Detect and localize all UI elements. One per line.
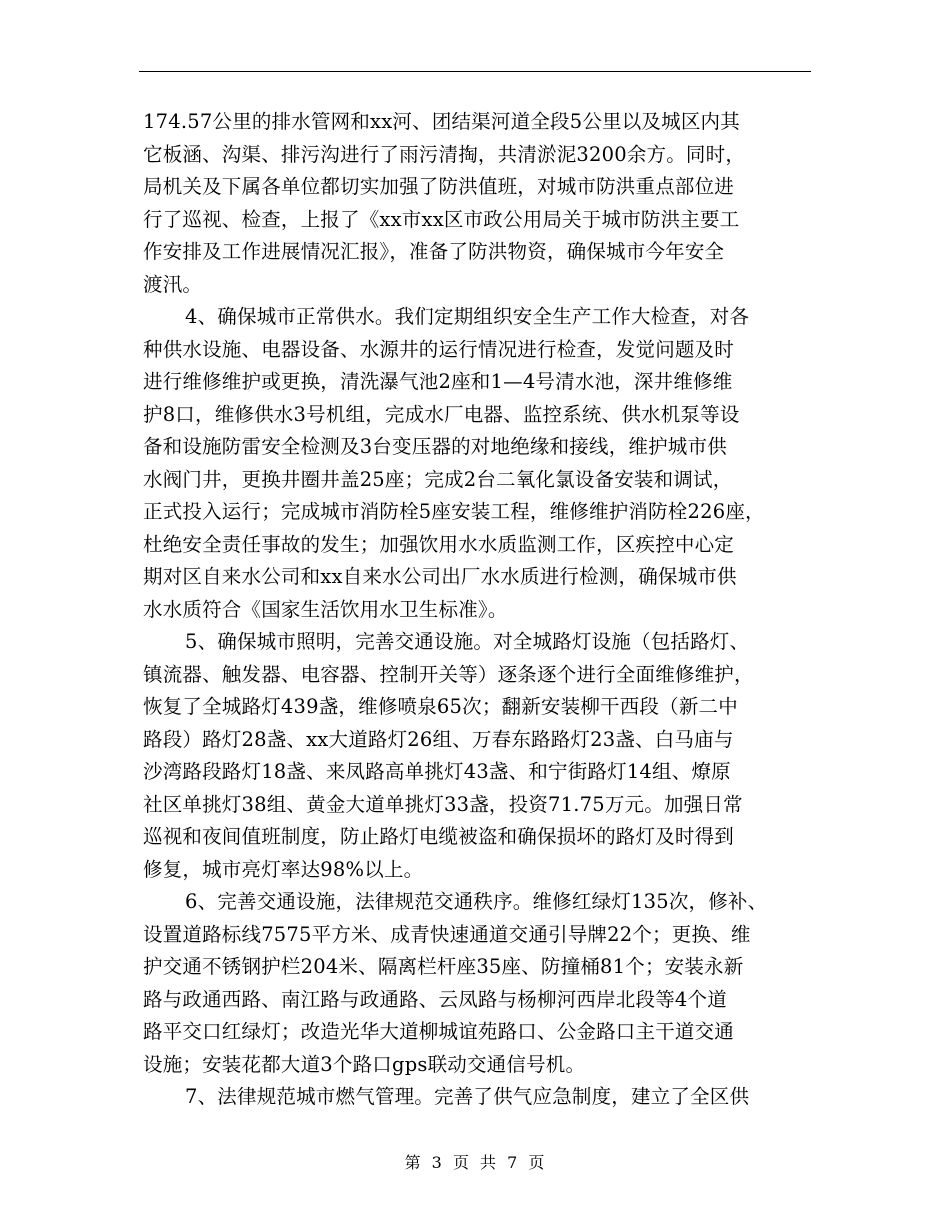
page-number-footer: 第 3 页 共 7 页 <box>404 1153 546 1172</box>
text-line: 备和设施防雷安全检测及3台变压器的对地绝缘和接线，维护城市供 <box>143 435 727 458</box>
text-line: 种供水设施、电器设备、水源井的运行情况进行检查，发觉问题及时 <box>143 337 735 361</box>
header-rule <box>139 71 811 72</box>
text-line: 巡视和夜间值班制度，防止路灯电缆被盗和确保损坏的路灯及时得到 <box>143 825 735 848</box>
text-line: 杜绝安全责任事故的发生；加强饮用水水质监测工作，区疾控中心定 <box>143 532 735 556</box>
text-line: 镇流器、触发器、电容器、控制开关等）逐条逐个进行全面维修维护， <box>143 662 754 686</box>
text-line: 期对区自来水公司和xx自来水公司出厂水水质进行检测，确保城市供 <box>143 565 737 588</box>
text-line: 路段）路灯28盏、xx大道路灯26组、万春东路路灯23盏、白马庙与 <box>143 727 734 751</box>
text-line: 护交通不锈钢护栏204米、隔离栏杆座35座、防撞桶81个；安装永新 <box>143 955 744 978</box>
paragraph-start-line: 4、确保城市正常供水。我们定期组织安全生产工作大检查，对各 <box>185 305 750 328</box>
text-line: 正式投入运行；完成城市消防栓5座安装工程，维修维护消防栓226座， <box>143 500 765 523</box>
text-line: 行了巡视、检查，上报了《xx市xx区市政公用局关于城市防洪主要工 <box>143 207 740 231</box>
paragraph-start-line: 5、确保城市照明，完善交通设施。对全城路灯设施（包括路灯、 <box>185 630 750 653</box>
text-line: 水阀门井，更换井圈井盖25座；完成2台二氧化氯设备安装和调试， <box>143 467 733 491</box>
text-line: 设置道路标线7575平方米、成青快速通道交通引导牌22个；更换、维 <box>143 922 751 946</box>
text-line: 水水质符合《国家生活饮用水卫生标准》。 <box>143 597 508 621</box>
paragraph-start-line: 6、完善交通设施，法律规范交通秩序。维修红绿灯135次，修补、 <box>185 890 768 913</box>
document-body <box>143 106 833 1114</box>
text-line: 路平交口红绿灯；改造光华大道柳城谊苑路口、公金路口主干道交通 <box>143 1020 735 1043</box>
text-line: 路与政通西路、南江路与政通路、云凤路与杨柳河西岸北段等4个道 <box>143 987 727 1011</box>
paragraph-start-line: 7、法律规范城市燃气管理。完善了供气应急制度，建立了全区供 <box>185 1085 750 1108</box>
text-line: 作安排及工作进展情况汇报》，准备了防洪物资，确保城市今年安全 <box>143 240 725 263</box>
text-line: 174.57公里的排水管网和xx河、团结渠河道全段5公里以及城区内其 <box>143 110 740 133</box>
text-line: 它板涵、沟渠、排污沟进行了雨污清掏，共清淤泥3200余方。同时， <box>143 142 746 166</box>
text-line: 进行维修维护或更换，清洗瀑气池2座和1—4号清水池，深井维修维 <box>143 370 733 393</box>
text-line: 恢复了全城路灯439盏，维修喷泉65次；翻新安装柳干西段（新二中 <box>143 695 738 718</box>
text-line: 沙湾路段路灯18盏、来凤路高单挑灯43盏、和宁街路灯14组、燎原 <box>143 760 731 783</box>
text-line: 护8口，维修供水3号机组，完成水厂电器、监控系统、供水机泵等设 <box>143 402 740 426</box>
text-line: 局机关及下属各单位都切实加强了防洪值班，对城市防洪重点部位进 <box>143 175 735 198</box>
text-line: 修复，城市亮灯率达98%以上。 <box>143 857 424 881</box>
text-line: 渡汛。 <box>143 272 203 296</box>
text-line: 社区单挑灯38组、黄金大道单挑灯33盏，投资71.75万元。加强日常 <box>143 792 743 816</box>
text-line: 设施；安装花都大道3个路口gps联动交通信号机。 <box>143 1052 586 1076</box>
